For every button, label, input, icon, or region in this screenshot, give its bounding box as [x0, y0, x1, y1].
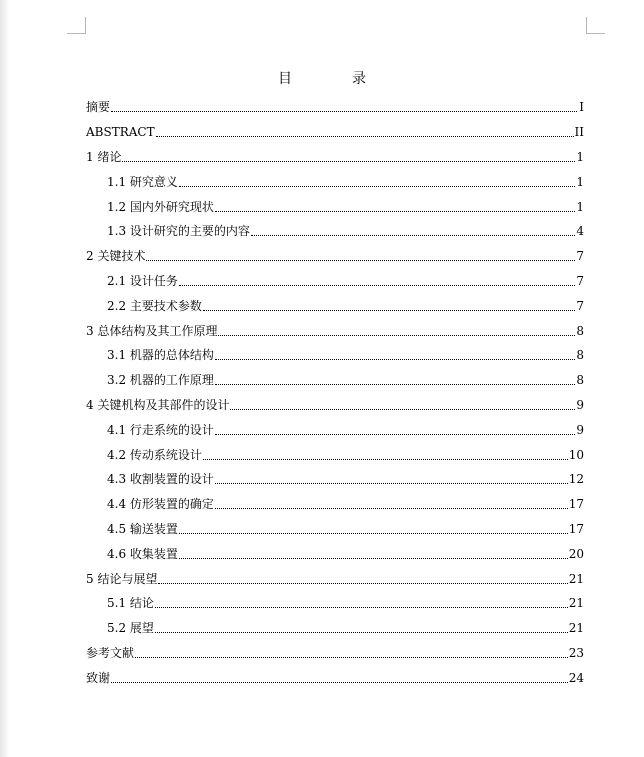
toc-entry[interactable]: [86, 442, 584, 467]
toc-dot-leader: [111, 110, 577, 112]
toc-entry-page-number: 7: [576, 298, 584, 313]
toc-entry[interactable]: [86, 616, 584, 641]
toc-entry-label: 4.5 输送装置: [107, 521, 178, 536]
toc-entry[interactable]: [86, 517, 584, 542]
toc-list: [86, 95, 584, 690]
toc-entry[interactable]: [86, 492, 584, 517]
toc-entry-page-number: II: [574, 125, 584, 140]
toc-dot-leader: [215, 507, 568, 509]
toc-entry-label: 3.1 机器的总体结构: [107, 348, 214, 363]
toc-entry-page-number: 17: [568, 521, 584, 536]
toc-entry[interactable]: [86, 244, 584, 269]
toc-dot-leader: [155, 631, 568, 633]
toc-entry-label: 2 关键技术: [86, 249, 146, 264]
toc-entry[interactable]: [86, 194, 584, 219]
toc-entry-label: 1.1 研究意义: [107, 174, 178, 189]
toc-entry-page-number: 7: [576, 273, 584, 288]
toc-dot-leader: [215, 210, 575, 212]
crop-mark-top-left: [67, 17, 86, 34]
toc-entry-label: 4.3 收割装置的设计: [107, 472, 214, 487]
toc-title-char: 目: [278, 71, 292, 87]
toc-entry-label: 2.2 主要技术参数: [107, 298, 202, 313]
toc-dot-leader: [230, 408, 575, 410]
toc-entry-label: 3.2 机器的工作原理: [107, 373, 214, 388]
toc-entry[interactable]: [86, 318, 584, 343]
toc-entry-label: 4.1 行走系统的设计: [107, 422, 214, 437]
toc-entry-label: 1 绪论: [86, 149, 122, 164]
toc-entry[interactable]: [86, 467, 584, 492]
toc-entry[interactable]: [86, 169, 584, 194]
toc-entry-page-number: 10: [568, 447, 584, 462]
toc-entry-label: 4.4 仿形装置的确定: [107, 497, 214, 512]
toc-entry-page-number: 8: [576, 323, 584, 338]
toc-dot-leader: [158, 582, 567, 584]
toc-entry-page-number: 21: [568, 596, 584, 611]
toc-entry-page-number: 8: [576, 373, 584, 388]
toc-entry-page-number: 24: [568, 670, 584, 685]
toc-entry-page-number: 20: [568, 546, 584, 561]
toc-entry-page-number: 21: [568, 621, 584, 636]
toc-entry[interactable]: [86, 120, 584, 145]
toc-entry-page-number: 4: [576, 224, 584, 239]
toc-entry-label: 1.3 设计研究的主要的内容: [107, 224, 250, 239]
toc-dot-leader: [155, 606, 568, 608]
toc-dot-leader: [179, 185, 575, 187]
toc-entry-label: 参考文献: [86, 645, 135, 660]
toc-dot-leader: [122, 160, 575, 162]
toc-dot-leader: [215, 433, 575, 435]
toc-title: [0, 68, 644, 88]
toc-entry[interactable]: [86, 219, 584, 244]
toc-dot-leader: [146, 259, 575, 261]
crop-mark-top-right: [586, 17, 605, 34]
toc-entry-page-number: 12: [568, 472, 584, 487]
toc-entry[interactable]: [86, 343, 584, 368]
toc-entry-page-number: 23: [568, 645, 584, 660]
toc-entry-label: 2.1 设计任务: [107, 273, 178, 288]
toc-entry-page-number: 1: [576, 199, 584, 214]
toc-entry[interactable]: [86, 417, 584, 442]
toc-entry[interactable]: [86, 665, 584, 690]
toc-entry-label: 1.2 国内外研究现状: [107, 199, 214, 214]
toc-entry[interactable]: [86, 95, 584, 120]
toc-entry-label: 3 总体结构及其工作原理: [86, 323, 218, 338]
toc-entry-label: 4.2 传动系统设计: [107, 447, 202, 462]
toc-entry[interactable]: [86, 293, 584, 318]
toc-dot-leader: [111, 681, 568, 683]
toc-entry-page-number: 1: [576, 149, 584, 164]
toc-entry-page-number: 7: [576, 249, 584, 264]
toc-entry[interactable]: [86, 368, 584, 393]
toc-entry-label: 4 关键机构及其部件的设计: [86, 397, 230, 412]
toc-entry-page-number: 1: [576, 174, 584, 189]
toc-title-char: 录: [352, 71, 366, 87]
toc-entry-label: 摘要: [86, 100, 111, 115]
toc-entry-label: 致谢: [86, 670, 111, 685]
toc-entry[interactable]: [86, 269, 584, 294]
toc-entry-label: ABSTRACT: [86, 125, 155, 140]
toc-entry[interactable]: [86, 541, 584, 566]
toc-entry[interactable]: [86, 591, 584, 616]
toc-entry-label: 4.6 收集装置: [107, 546, 178, 561]
toc-dot-leader: [215, 358, 575, 360]
toc-entry[interactable]: [86, 145, 584, 170]
toc-entry[interactable]: [86, 393, 584, 418]
toc-dot-leader: [215, 383, 575, 385]
toc-entry-label: 5.1 结论: [107, 596, 154, 611]
toc-entry-page-number: I: [579, 100, 584, 115]
toc-entry-label: 5.2 展望: [107, 621, 154, 636]
toc-dot-leader: [203, 458, 568, 460]
toc-dot-leader: [215, 482, 568, 484]
toc-dot-leader: [218, 334, 575, 336]
toc-dot-leader: [251, 234, 575, 236]
page-edge-shadow: [0, 0, 10, 757]
toc-entry-page-number: 17: [568, 497, 584, 512]
toc-entry[interactable]: [86, 641, 584, 666]
toc-dot-leader: [203, 309, 575, 311]
toc-entry-page-number: 9: [576, 422, 584, 437]
toc-dot-leader: [179, 284, 575, 286]
toc-dot-leader: [179, 557, 568, 559]
toc-entry-page-number: 21: [568, 571, 584, 586]
toc-dot-leader: [179, 532, 568, 534]
toc-entry-label: 5 结论与展望: [86, 571, 158, 586]
toc-entry-page-number: 8: [576, 348, 584, 363]
toc-entry[interactable]: [86, 566, 584, 591]
toc-dot-leader: [135, 656, 568, 658]
toc-entry-page-number: 9: [576, 397, 584, 412]
toc-dot-leader: [156, 135, 574, 137]
